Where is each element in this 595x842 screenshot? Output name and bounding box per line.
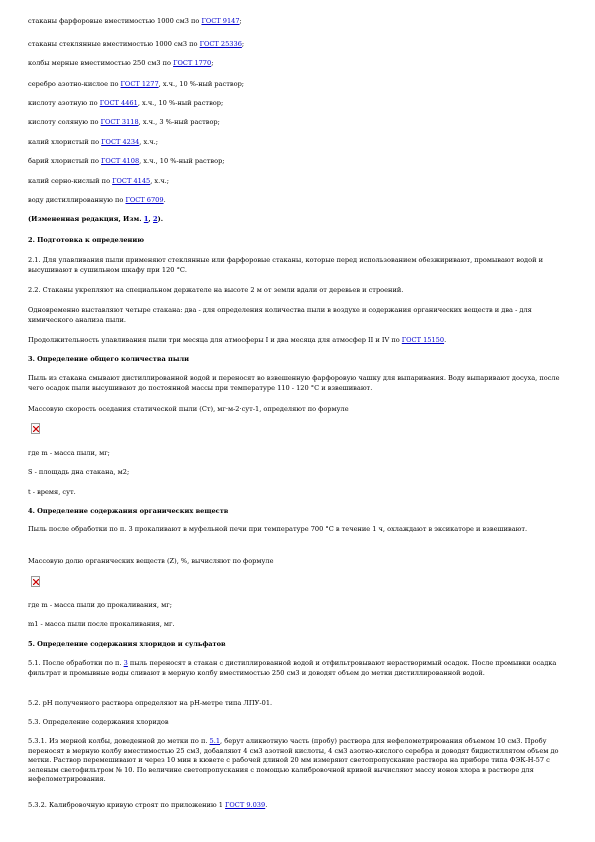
paragraph: 2.2. Стаканы укрепляют на специальном держателе на высоте 2 м от земли вдали от деревьев и строений. [28, 286, 404, 294]
broken-image-icon [31, 576, 40, 587]
gost-link[interactable]: ГОСТ 6709 [125, 196, 164, 204]
amendment-link[interactable]: 1 [143, 215, 149, 223]
section-link[interactable]: 5.1 [209, 737, 221, 745]
section-heading: 5. Определение содержания хлоридов и сульфатов [28, 640, 226, 648]
section-heading: 4. Определение содержания органических веществ [28, 507, 229, 515]
gost-link[interactable]: ГОСТ 1277 [120, 80, 159, 88]
paragraph: 5.3.2. Калибровочную кривую строят по приложению 1 ГОСТ 9.039. [28, 801, 268, 809]
legend-item: t - время, сут. [28, 488, 76, 496]
gost-link[interactable]: ГОСТ 25336 [199, 40, 242, 48]
legend-item: где m - масса пыли до прокаливания, мг; [28, 601, 172, 609]
gost-link[interactable]: ГОСТ 4234 [101, 138, 140, 146]
paragraph: 5.1. После обработки по п. 3 пыль переносят в стакан с дистиллированной водой и отфильтровывают нерастворимый осадок. После промывки осадка фильтрат и промывные воды сливают в мерную колбу вместимостью 250 см3 и доводят объем до метки дистиллированной водой. [28, 659, 557, 677]
edition-note: (Измененная редакция, Изм. 1, 2). [28, 215, 164, 223]
legend-item: m1 - масса пыли после прокаливания, мг. [28, 620, 175, 628]
paragraph: Пыль из стакана смывают дистиллированной водой и переносят во взвешенную фарфоровую чашку для выпаривания. Воду выпаривают досуха, после чего осадок пыли высушивают до постоянной массы при температуре 110 - 120 °С и взвешивают. [28, 374, 560, 392]
gost-link[interactable]: ГОСТ 3118 [100, 118, 139, 126]
reagent-item: серебро азотно-кислое по ГОСТ 1277, х.ч., 10 %-ный раствор; [28, 80, 245, 88]
gost-link[interactable]: ГОСТ 4108 [101, 157, 140, 165]
section-link[interactable]: 3 [123, 659, 128, 667]
gost-link[interactable]: ГОСТ 9.039 [225, 801, 266, 809]
reagent-item: калий серно-кислый по ГОСТ 4145, х.ч.; [28, 177, 169, 185]
reagent-item: стаканы стеклянные вместимостью 1000 см3 по ГОСТ 25336; [28, 40, 245, 48]
gost-link[interactable]: ГОСТ 4145 [112, 177, 151, 185]
amendment-link[interactable]: 2 [153, 215, 158, 223]
reagent-item: стаканы фарфоровые вместимостью 1000 см3 по ГОСТ 9147; [28, 17, 242, 25]
reagent-item: воду дистиллированную по ГОСТ 6709. [28, 196, 166, 204]
reagent-item: кислоту азотную по ГОСТ 4461, х.ч., 10 %-ный раствор; [28, 99, 224, 107]
gost-link[interactable]: ГОСТ 1770 [173, 59, 212, 67]
reagent-item: барий хлористый по ГОСТ 4108, х.ч., 10 %-ный раствор; [28, 157, 225, 165]
gost-link[interactable]: ГОСТ 9147 [201, 17, 240, 25]
gost-link[interactable]: ГОСТ 15150 [401, 336, 445, 344]
paragraph: 5.3.1. Из мерной колбы, доведенной до метки по п. 5.1, берут аликвотную часть (пробу) раствора для нефелометрирования объемом 10 см3. Пробу переносят в мерную колбу вместимостью 25 см3, добавляют 4 см3 азотной кислоты, 4 см3 азотно-кислого серебра и доводят бидистиллятом объем до метки. Раствор перемешивают и через 10 мин в кювете с рабочей длиной 20 мм измеряют светопропускание раствора на приборе типа ФЭК-Н-57 с зеленым светофильтром № 10. По величине светопропускания с помощью калибровочной кривой вычисляют массу ионов хлора в растворе для нефелометрирования. [28, 737, 559, 783]
paragraph: Массовую долю органических веществ (Z), %, вычисляют по формуле [28, 557, 274, 565]
paragraph: Продолжительность улавливания пыли три месяца для атмосферы I и два месяца для атмосфер II и IV по ГОСТ 15150. [28, 336, 447, 344]
paragraph: Пыль после обработки по п. 3 прокаливают в муфельной печи при температуре 700 °С в течение 1 ч, охлаждают в эксикаторе и взвешивают. [28, 525, 528, 533]
gost-link[interactable]: ГОСТ 4461 [99, 99, 138, 107]
section-heading: 2. Подготовка к определению [28, 236, 145, 244]
broken-image-icon [31, 423, 40, 434]
paragraph: 5.3. Определение содержания хлоридов [28, 718, 169, 726]
paragraph: 2.1. Для улавливания пыли применяют стеклянные или фарфоровые стаканы, которые перед использованием обезжиривают, промывают водой и высушивают в сушильном шкафу при 120 °С. [28, 256, 543, 274]
legend-item: где m - масса пыли, мг; [28, 449, 110, 457]
section-heading: 3. Определение общего количества пыли [28, 355, 190, 363]
reagent-item: колбы мерные вместимостью 250 см3 по ГОСТ 1770; [28, 59, 214, 67]
reagent-item: калий хлористый по ГОСТ 4234, х.ч.; [28, 138, 158, 146]
paragraph: Массовую скорость оседания статической пыли (Ст), мг·м-2·сут-1, определяют по формуле [28, 405, 349, 413]
paragraph: Одновременно выставляют четыре стакана: два - для определения количества пыли в воздухе и содержания органических веществ и два - для химического анализа пыли. [28, 306, 532, 324]
legend-item: S - площадь дна стакана, м2; [28, 468, 130, 476]
paragraph: 5.2. pH полученного раствора определяют на pH-метре типа ЛПУ-01. [28, 699, 273, 707]
reagent-item: кислоту соляную по ГОСТ 3118, х.ч., 3 %-ный раствор; [28, 118, 220, 126]
